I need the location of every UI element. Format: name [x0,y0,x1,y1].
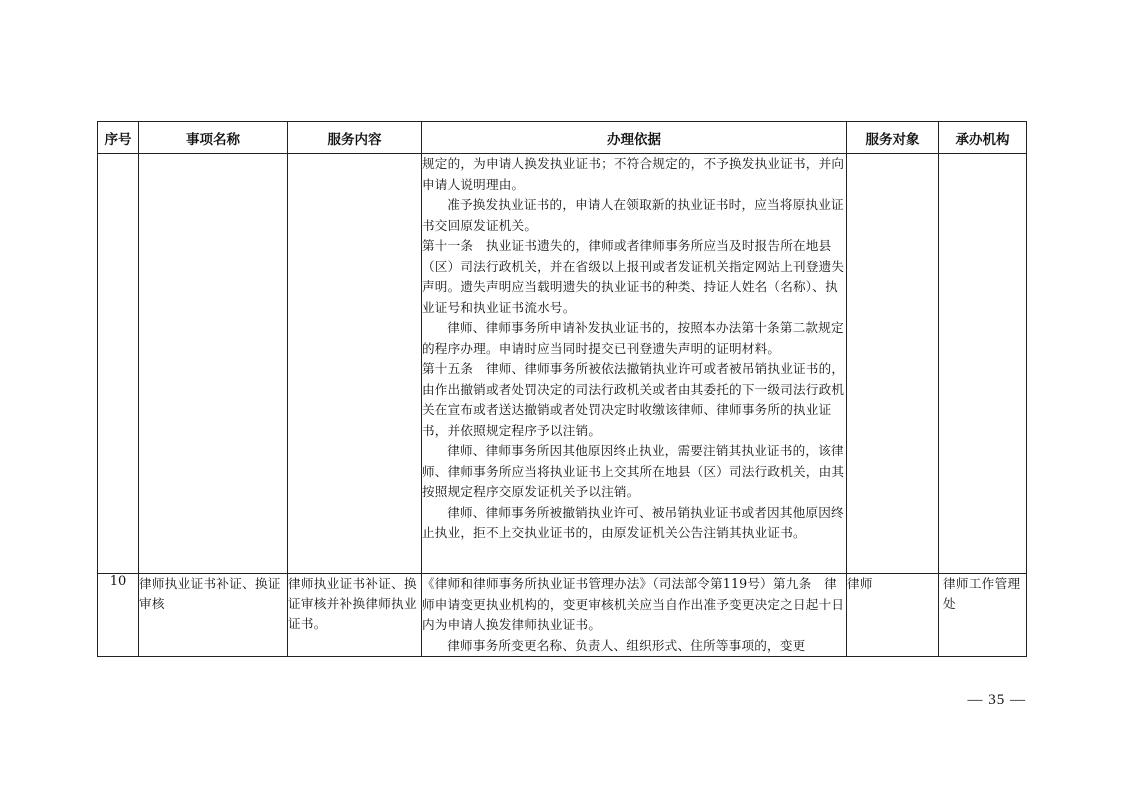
cell-index: 10 [98,574,139,657]
header-service-content: 服务内容 [288,122,422,154]
cell-basis [422,574,847,657]
cell-agency: 律师工作管理处 [939,574,1027,657]
basis-paragraph: 律师、律师事务所因其他原因终止执业，需要注销其执业证书的，该律师、律师事务所应当将执业证书上交其所在地县（区）司法行政机关，由其按照规定程序交原发证机关予以注销。 [422,443,845,499]
basis-paragraph: 律师、律师事务所被撤销执业许可、被吊销执业证书或者因其他原因终止执业，拒不上交执业证书的，由原发证机关公告注销其执业证书。 [422,504,844,540]
cell-item-name: 律师执业证书补证、换证审核 [139,574,288,657]
cell-index-empty [98,154,139,574]
basis-paragraph: 第十一条 执业证书遗失的，律师或者律师事务所应当及时报告所在地县（区）司法行政机关，并在省级以上报刊或者发证机关指定网站上刊登遗失声明。遗失声明应当载明遗失的执业证书的种类、持证人姓名（名称）、执业证号和执业证书流水号。 [422,238,845,315]
table-header-row [98,122,1027,154]
table-row-continued [98,154,1027,574]
cell-service-target: 律师 [847,574,939,657]
cell-agency-empty [939,154,1027,574]
table-row [98,574,1027,657]
basis-paragraph: 规定的，为申请人换发执业证书；不符合规定的，不予换发执业证书，并向申请人说明理由。 [422,156,845,192]
header-agency: 承办机构 [939,122,1027,154]
header-index: 序号 [98,122,139,154]
cell-name-empty [139,154,288,574]
basis-paragraph: 《律师和律师事务所执业证书管理办法》（司法部令第119号）第九条 律师申请变更执业机构的，变更审核机关应当自作出准予变更决定之日起十日内为申请人换发律师执业证书。 [422,576,845,632]
basis-paragraph: 律师、律师事务所申请补发执业证书的，按照本办法第十条第二款规定的程序办理。申请时应当同时提交已刊登遗失声明的证明材料。 [422,320,844,356]
basis-paragraph: 律师事务所变更名称、负责人、组织形式、住所等事项的，变更 [447,637,806,653]
header-basis: 办理依据 [422,122,847,154]
service-table [97,121,1027,657]
basis-paragraph: 第十五条 律师、律师事务所被依法撤销执业许可或者被吊销执业证书的，由作出撤销或者处罚决定的司法行政机关或者由其委托的下一级司法行政机关在宣布或者送达撤销或者处罚决定时收缴该律师、律师事务所的执业证书，并依照规定程序予以注销。 [422,361,845,438]
page-number: — 35 — [967,692,1026,708]
cell-service-content: 律师执业证书补证、换证审核并补换律师执业证书。 [288,574,422,657]
basis-paragraph: 准予换发执业证书的，申请人在领取新的执业证书时，应当将原执业证书交回原发证机关。 [422,197,844,233]
header-service-target: 服务对象 [847,122,939,154]
cell-basis-continued [422,154,847,574]
cell-target-empty [847,154,939,574]
cell-content-empty [288,154,422,574]
header-item-name: 事项名称 [139,122,288,154]
